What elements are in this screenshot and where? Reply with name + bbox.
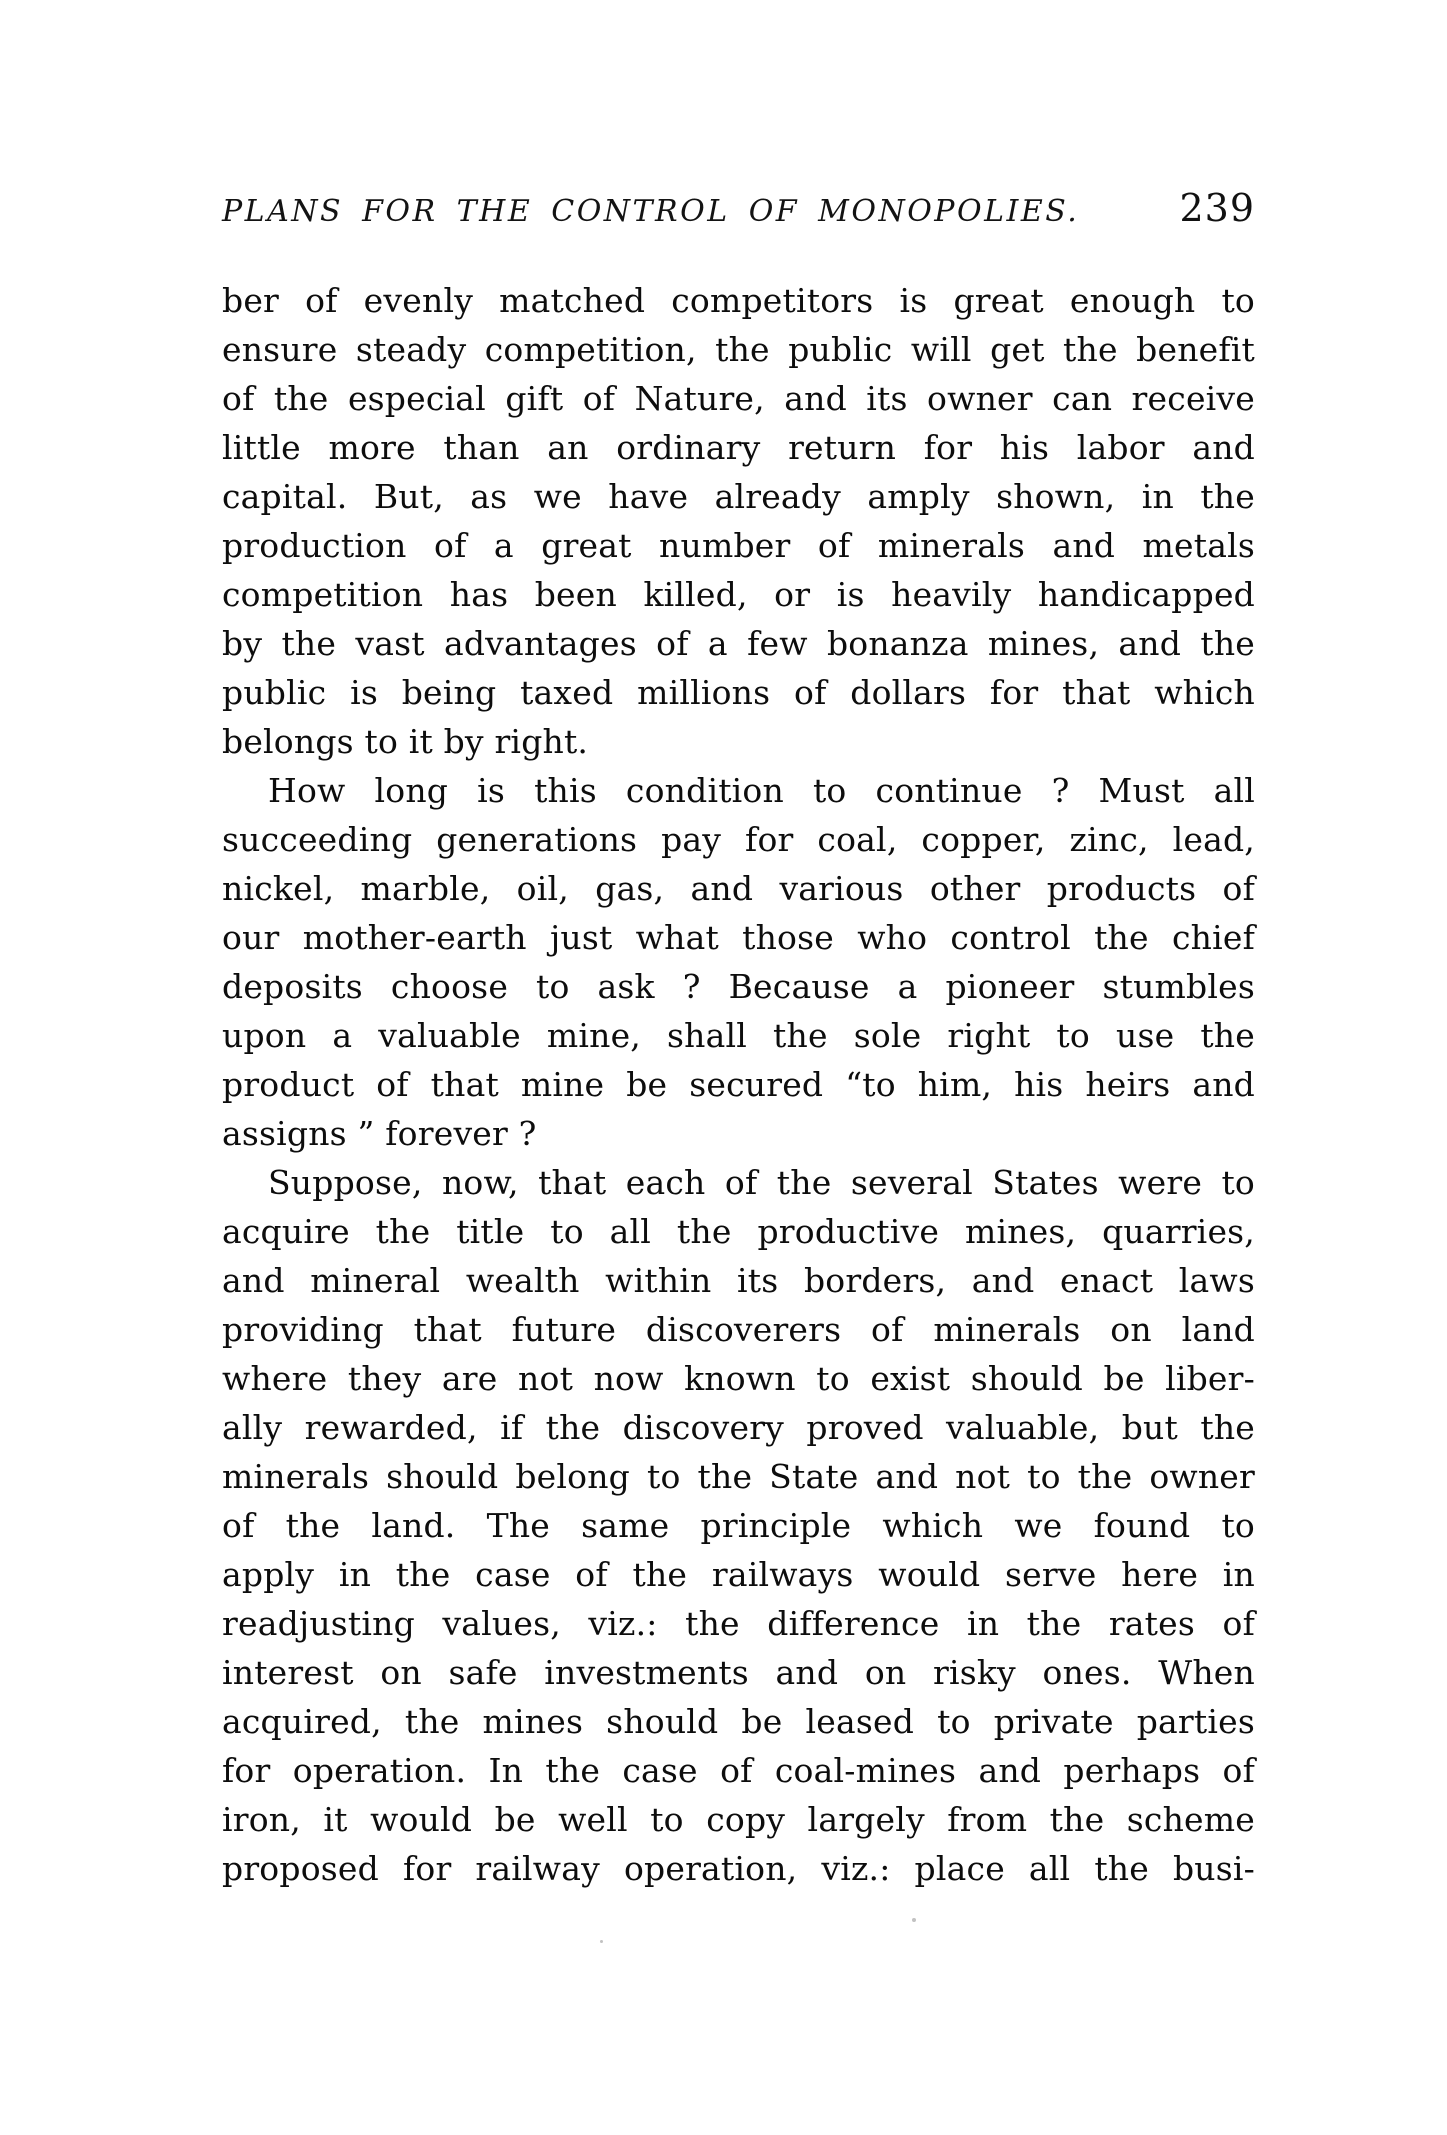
text-line: for operation. In the case of coal-mines and perhaps of [222, 1751, 1255, 1790]
text-line: proposed for railway operation, viz.: place all the busi- [222, 1849, 1255, 1888]
scan-speck [912, 1918, 916, 1922]
text-line: little more than an ordinary return for his labor and [222, 428, 1255, 467]
text-line: interest on safe investments and on risky ones. When [222, 1653, 1255, 1692]
text-line: and mineral wealth within its borders, and enact laws [222, 1261, 1255, 1300]
text-line: deposits choose to ask ? Because a pioneer stumbles [222, 967, 1255, 1006]
running-header-title: PLANS FOR THE CONTROL OF MONOPOLIES. [222, 194, 1080, 229]
text-line: succeeding generations pay for coal, copper, zinc, lead, [222, 820, 1255, 859]
text-line: How long is this condition to continue ? Must all [268, 771, 1255, 810]
paragraph [222, 1158, 1255, 1893]
text-line: ensure steady competition, the public will get the benefit [222, 330, 1255, 369]
text-line: iron, it would be well to copy largely from the scheme [222, 1800, 1255, 1839]
text-line: our mother-earth just what those who control the chief [222, 918, 1255, 957]
text-line: acquire the title to all the productive mines, quarries, [222, 1212, 1255, 1251]
text-line: providing that future discoverers of minerals on land [222, 1310, 1255, 1349]
page-number: 239 [1179, 186, 1255, 230]
running-header [222, 186, 1255, 230]
text-line: assigns ” forever ? [222, 1114, 537, 1153]
text-line: of the especial gift of Nature, and its owner can receive [222, 379, 1255, 418]
text-line: public is being taxed millions of dollars for that which [222, 673, 1255, 712]
text-line: apply in the case of the railways would serve here in [222, 1555, 1255, 1594]
scan-speck [600, 1940, 603, 1943]
paragraph [222, 276, 1255, 766]
text-line: where they are not now known to exist should be liber- [222, 1359, 1255, 1398]
text-line: nickel, marble, oil, gas, and various other products of [222, 869, 1255, 908]
text-line: capital. But, as we have already amply shown, in the [222, 477, 1255, 516]
paragraph [222, 766, 1255, 1158]
text-line: Suppose, now, that each of the several States were to [268, 1163, 1255, 1202]
text-line: minerals should belong to the State and not to the owner [222, 1457, 1255, 1496]
text-line: ber of evenly matched competitors is great enough to [222, 281, 1255, 320]
text-line: readjusting values, viz.: the difference in the rates of [222, 1604, 1255, 1643]
text-line: by the vast advantages of a few bonanza mines, and the [222, 624, 1255, 663]
text-line: upon a valuable mine, shall the sole right to use the [222, 1016, 1255, 1055]
text-line: production of a great number of minerals and metals [222, 526, 1255, 565]
page-body [222, 276, 1255, 1893]
text-line: acquired, the mines should be leased to private parties [222, 1702, 1255, 1741]
text-line: ally rewarded, if the discovery proved valuable, but the [222, 1408, 1255, 1447]
text-line: belongs to it by right. [222, 722, 589, 761]
text-line: product of that mine be secured “to him, his heirs and [222, 1065, 1255, 1104]
text-line: of the land. The same principle which we found to [222, 1506, 1255, 1545]
text-line: competition has been killed, or is heavily handicapped [222, 575, 1255, 614]
